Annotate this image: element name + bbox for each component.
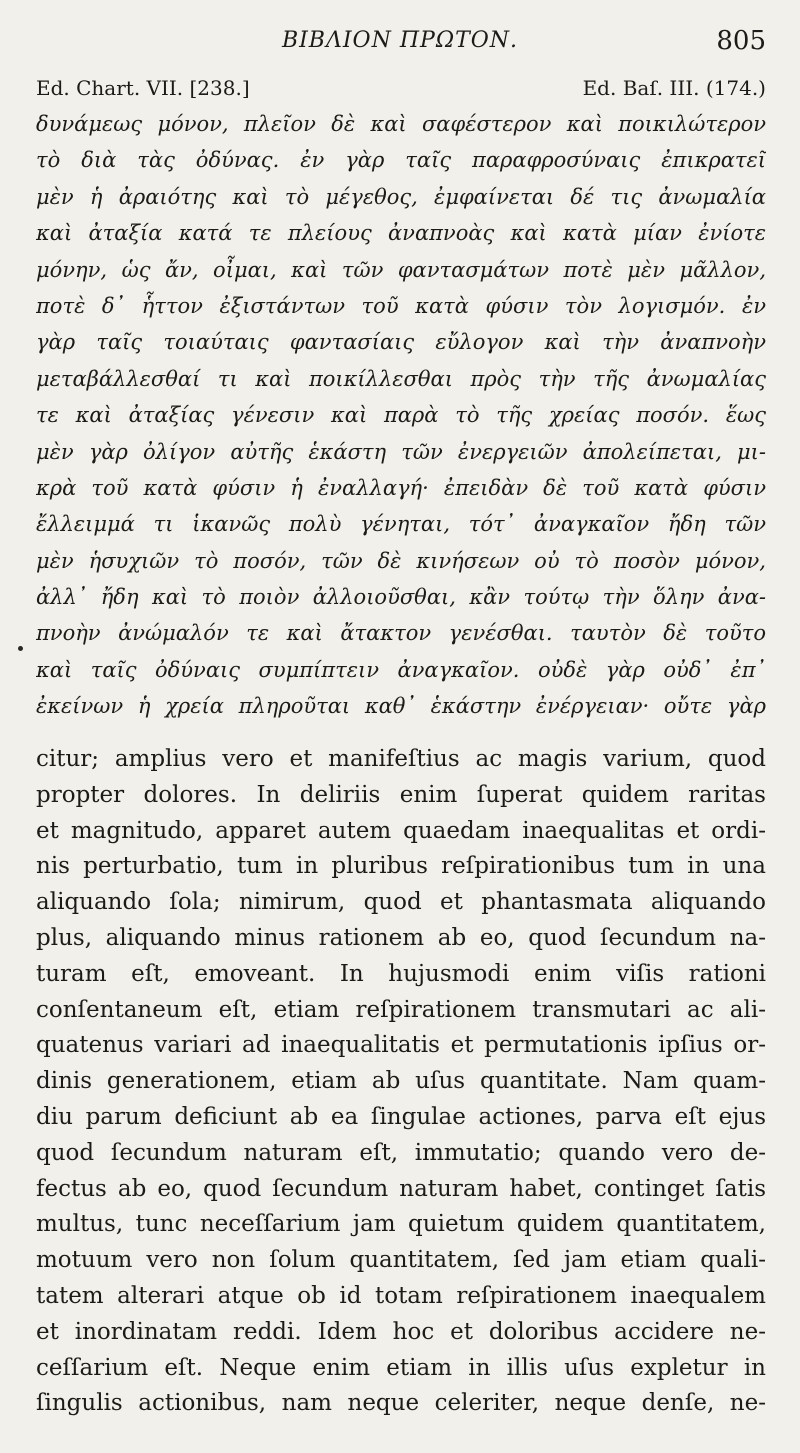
- latin-text-line: et magnitudo, apparet autem quaedam inaequalitas et ordi-: [36, 817, 766, 844]
- greek-text-line: μεταβάλλεσθαί τι καὶ ποικίλλεσθαι πρὸς τὴν τῆς ἀνωμαλίας: [36, 366, 766, 391]
- latin-text-line: ſingulis actionibus, nam neque celeriter, neque denſe, ne-: [36, 1390, 766, 1417]
- greek-text-line: δυνάμεως μόνον, πλεῖον δὲ καὶ σαφέστερον καὶ ποικιλώτερον: [36, 112, 766, 136]
- edition-reference-left: Ed. Chart. VII. [238.]: [36, 76, 250, 100]
- greek-text-line: μόνην, ὡς ἄν, οἶμαι, καὶ τῶν φαντασμάτων ποτὲ μὲν μᾶλλον,: [36, 257, 766, 282]
- latin-text-block: [36, 742, 766, 1422]
- latin-text-line: plus, aliquando minus rationem ab eo, quod ſecundum na-: [36, 924, 766, 951]
- latin-text-line: aliquando ſola; nimirum, quod et phantasmata aliquando: [36, 889, 766, 916]
- greek-text-line: μὲν γὰρ ὀλίγον αὐτῆς ἑκάστη τῶν ἐνεργειῶν ἀπολείπεται, μι-: [36, 439, 766, 464]
- latin-text-line: dinis generationem, etiam ab uſus quantitate. Nam quam-: [36, 1068, 766, 1095]
- greek-text-line: γὰρ ταῖς τοιαύταις φαντασίαις εὔλογον καὶ τὴν ἀναπνοὴν: [36, 330, 766, 355]
- latin-text-line: quod ſecundum naturam eſt, immutatio; quando vero de-: [36, 1139, 766, 1166]
- latin-text-line: conſentaneum eſt, etiam reſpirationem transmutari ac ali-: [36, 996, 766, 1023]
- greek-text-block: [36, 106, 766, 725]
- greek-text-line: ἔλλειμμά τι ἱκανῶς πολὺ γένηται, τότ᾽ ἀναγκαῖον ἤδη τῶν: [36, 512, 766, 537]
- greek-text-line: τὸ διὰ τὰς ὀδύνας. ἐν γὰρ ταῖς παραφροσύναις ἐπικρατεῖ: [36, 148, 766, 173]
- greek-text-line: καὶ ταῖς ὀδύναις συμπίπτειν ἀναγκαῖον. οὐδὲ γὰρ οὐδ᾽ ἐπ᾽: [36, 657, 766, 682]
- page-number: 805: [716, 26, 766, 56]
- edition-reference-right: Ed. Baſ. III. (174.): [582, 76, 766, 100]
- greek-text-line: κρὰ τοῦ κατὰ φύσιν ἡ ἐναλλαγή· ἐπειδὰν δὲ τοῦ κατὰ φύσιν: [36, 475, 766, 500]
- latin-text-line: propter dolores. In deliriis enim ſuperat quidem raritas: [36, 781, 766, 808]
- greek-text-line: ἀλλ᾽ ἤδη καὶ τὸ ποιὸν ἀλλοιοῦσθαι, κἂν τούτῳ τὴν ὅλην ἀνα-: [36, 585, 766, 610]
- greek-text-line: τε καὶ ἀταξίας γένεσιν καὶ παρὰ τὸ τῆς χρείας ποσόν. ἕως: [36, 403, 766, 428]
- latin-text-line: et inordinatam reddi. Idem hoc et doloribus accidere ne-: [36, 1318, 766, 1345]
- latin-text-line: multus, tunc neceſſarium jam quietum quidem quantitatem,: [36, 1211, 766, 1238]
- latin-text-line: fectus ab eo, quod ſecundum naturam habet, continget ſatis: [36, 1175, 766, 1202]
- greek-text-line: μὲν ἡσυχιῶν τὸ ποσόν, τῶν δὲ κινήσεων οὐ τὸ ποσὸν μόνον,: [36, 548, 766, 573]
- latin-text-line: ceſſarium eſt. Neque enim etiam in illis uſus expletur in: [36, 1354, 766, 1381]
- margin-mark: [18, 646, 23, 651]
- greek-text-line: ἐκείνων ἡ χρεία πληροῦται καθ᾽ ἑκάστην ἐνέργειαν· οὔτε γὰρ: [36, 694, 766, 719]
- latin-text-line: quatenus variari ad inaequalitatis et permutationis ipſius or-: [36, 1032, 766, 1059]
- greek-text-line: πνοὴν ἀνώμαλόν τε καὶ ἄτακτον γενέσθαι. ταυτὸν δὲ τοῦτο: [36, 621, 766, 646]
- latin-text-line: diu parum deficiunt ab ea ſingulae actiones, parva eſt ejus: [36, 1103, 766, 1130]
- latin-text-line: motuum vero non ſolum quantitatem, ſed jam etiam quali-: [36, 1247, 766, 1274]
- greek-text-line: μὲν ἡ ἀραιότης καὶ τὸ μέγεθος, ἐμφαίνεται δέ τις ἀνωμαλία: [36, 184, 766, 209]
- running-head: [0, 28, 800, 58]
- greek-text-line: ποτὲ δ᾽ ἧττον ἐξιστάντων τοῦ κατὰ φύσιν τὸν λογισμόν. ἐν: [36, 293, 766, 318]
- edition-reference-line: [36, 76, 766, 104]
- latin-text-line: nis perturbatio, tum in pluribus reſpirationibus tum in una: [36, 853, 766, 880]
- greek-text-line: καὶ ἀταξία κατά τε πλείους ἀναπνοὰς καὶ κατὰ μίαν ἐνίοτε: [36, 221, 766, 246]
- latin-text-line: citur; amplius vero et manifeſtius ac magis varium, quod: [36, 746, 766, 772]
- latin-text-line: turam eſt, emoveant. In hujusmodi enim viſis rationi: [36, 960, 766, 987]
- latin-text-line: tatem alterari atque ob id totam reſpirationem inaequalem: [36, 1282, 766, 1309]
- running-title: ΒΙΒΛΙΟΝ ΠΡΩΤΟΝ.: [281, 28, 519, 53]
